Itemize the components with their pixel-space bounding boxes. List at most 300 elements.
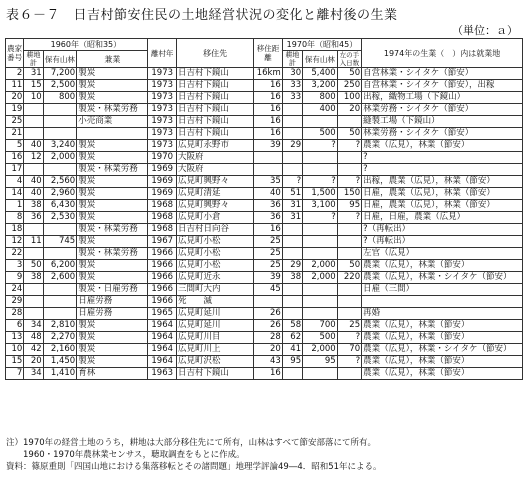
cell-farmland-1960: 40 [24,140,43,152]
table-row [6,200,523,212]
cell-farm-no: 14 [6,188,24,200]
cell-farmland-1970: 33 [282,92,302,104]
footnotes [6,437,526,473]
cell-care-days [337,224,361,236]
cell-forest-1970 [303,236,338,248]
cell-distance: 28 [254,332,282,344]
cell-forest-1970 [303,164,338,176]
cell-destination: 広見町川目 [176,332,253,344]
cell-occupation-1974: 農業（広見），林業（節安） [362,320,523,332]
table-row [6,116,523,128]
cell-side-job: 小売商業 [77,116,148,128]
cell-forest-1970: 400 [303,104,338,116]
cell-distance: 25 [254,236,282,248]
cell-destination: 日吉村下鏡山 [176,116,253,128]
cell-farmland-1970: 29 [282,260,302,272]
cell-destination: 日吉村下鏡山 [176,128,253,140]
cell-forest-1960 [43,128,77,140]
cell-farmland-1960: 31 [24,68,43,80]
cell-distance: 16 [254,104,282,116]
cell-distance: 39 [254,140,282,152]
cell-care-days [337,164,361,176]
cell-destination: 広見町興野々 [176,176,253,188]
cell-destination: 広見町川上 [176,344,253,356]
cell-destination: 広見町永野市 [176,140,253,152]
cell-farmland-1970: 62 [282,332,302,344]
cell-care-days: ? [337,140,361,152]
cell-farm-no: 4 [6,176,24,188]
cell-farmland-1970 [282,248,302,260]
cell-forest-1960: 2,160 [43,344,77,356]
cell-farmland-1960 [24,308,43,320]
table-row [6,260,523,272]
cell-farm-no: 6 [6,320,24,332]
header-1970-care-days: 左の手入日数 [337,51,361,68]
cell-side-job: 製炭・林業労務 [77,248,148,260]
cell-forest-1960: 2,960 [43,188,77,200]
table-row [6,188,523,200]
cell-destination: 広見町小松 [176,236,253,248]
cell-leave-year: 1964 [148,356,176,368]
cell-farmland-1960 [24,128,43,140]
cell-farm-no: 24 [6,284,24,296]
cell-destination: 三間町大内 [176,284,253,296]
cell-farmland-1960: 38 [24,200,43,212]
cell-farm-no: 3 [6,260,24,272]
cell-farm-no: 5 [6,140,24,152]
cell-forest-1960: 2,560 [43,176,77,188]
cell-leave-year: 1973 [148,80,176,92]
cell-farm-no: 2 [6,68,24,80]
cell-farmland-1970: 29 [282,140,302,152]
cell-leave-year: 1973 [148,92,176,104]
table-row [6,152,523,164]
cell-care-days: 150 [337,188,361,200]
cell-distance: 36 [254,200,282,212]
header-1970-farmland: 耕地計 [282,51,302,68]
cell-leave-year: 1966 [148,296,176,308]
cell-farmland-1960 [24,164,43,176]
cell-occupation-1974: 農業（広見），林業（節安） [362,368,523,380]
cell-care-days: 20 [337,104,361,116]
cell-care-days [337,368,361,380]
cell-destination: 広見町小倉 [176,212,253,224]
cell-farmland-1960: 38 [24,272,43,284]
cell-distance: 45 [254,284,282,296]
cell-distance: 39 [254,272,282,284]
cell-leave-year: 1966 [148,272,176,284]
table-row [6,236,523,248]
cell-leave-year: 1968 [148,212,176,224]
cell-farmland-1970: 51 [282,188,302,200]
table-row [6,308,523,320]
note-line: 1960・1970年農林業センサス，聴取調査をもとに作成。 [6,450,245,460]
cell-forest-1970 [303,152,338,164]
cell-farm-no: 29 [6,296,24,308]
cell-farm-no: 19 [6,104,24,116]
header-farm-no: 農家番号 [6,39,24,68]
cell-forest-1960: 6,430 [43,200,77,212]
table-row [6,332,523,344]
cell-forest-1970 [303,308,338,320]
cell-forest-1970: 95 [303,356,338,368]
table-row [6,212,523,224]
cell-farmland-1960: 20 [24,356,43,368]
cell-distance: 43 [254,356,282,368]
cell-farmland-1970 [282,236,302,248]
header-1970: 1970年（昭和45） [282,39,361,51]
cell-farmland-1960: 34 [24,320,43,332]
cell-occupation-1974: 林業労務・シイタケ（節安） [362,128,523,140]
cell-side-job: 製炭・林業労務 [77,224,148,236]
cell-distance: 16 [254,368,282,380]
cell-farmland-1970 [282,296,302,308]
cell-destination: 広見町興野々 [176,200,253,212]
cell-side-job: 製炭 [77,344,148,356]
cell-distance: 16 [254,92,282,104]
cell-care-days: 25 [337,320,361,332]
cell-forest-1970: 2,000 [303,260,338,272]
cell-distance [254,296,282,308]
table-row [6,284,523,296]
cell-distance: 20 [254,344,282,356]
cell-forest-1960: 6,200 [43,260,77,272]
cell-destination: 日吉村日向谷 [176,224,253,236]
cell-forest-1960: 1,450 [43,356,77,368]
cell-leave-year: 1966 [148,260,176,272]
table-row [6,272,523,284]
cell-farm-no: 22 [6,248,24,260]
cell-care-days: 50 [337,68,361,80]
cell-forest-1970: ? [303,212,338,224]
cell-side-job: 製炭 [77,80,148,92]
cell-destination: 広見町沢松 [176,356,253,368]
cell-side-job: 製炭 [77,260,148,272]
cell-side-job: 製炭 [77,140,148,152]
cell-side-job: 製炭 [77,68,148,80]
cell-farmland-1960: 11 [24,236,43,248]
cell-forest-1960: 2,270 [43,332,77,344]
cell-forest-1970: 1,500 [303,188,338,200]
cell-farm-no: 18 [6,224,24,236]
cell-forest-1960: 2,810 [43,320,77,332]
cell-destination: 広見町小松 [176,248,253,260]
cell-distance: 16 [254,80,282,92]
cell-distance: 16km [254,68,282,80]
cell-farmland-1960: 42 [24,344,43,356]
cell-farmland-1970 [282,224,302,236]
cell-distance: 16 [254,116,282,128]
cell-side-job: 製炭 [77,356,148,368]
cell-side-job: 製炭・林業労務 [77,164,148,176]
cell-destination: 日吉村下鏡山 [176,104,253,116]
cell-destination: 広見町延川 [176,320,253,332]
cell-forest-1970: ? [303,140,338,152]
cell-occupation-1974: 左官（広見） [362,248,523,260]
cell-care-days [337,248,361,260]
cell-care-days: ? [337,212,361,224]
cell-farm-no: 25 [6,116,24,128]
header-1960: 1960年（昭和35） [24,39,148,51]
cell-side-job: 製炭 [77,236,148,248]
cell-occupation-1974: 林業労務・シイタケ（節安） [362,104,523,116]
cell-distance: 25 [254,260,282,272]
cell-care-days: ? [337,332,361,344]
cell-forest-1960 [43,296,77,308]
cell-side-job: 製炭 [77,200,148,212]
cell-farmland-1960: 36 [24,212,43,224]
header-1960-side-job: 兼業 [77,51,148,68]
cell-farm-no: 15 [6,356,24,368]
cell-occupation-1974: ?（再転出） [362,224,523,236]
cell-occupation-1974: 自営林業・シイタケ（節安），出稼 [362,80,523,92]
cell-side-job: 製炭・日雇労務 [77,284,148,296]
data-table [5,38,523,380]
cell-farmland-1970 [282,104,302,116]
cell-side-job: 製炭 [77,272,148,284]
cell-care-days [337,296,361,308]
cell-leave-year: 1964 [148,320,176,332]
cell-occupation-1974: ? [362,152,523,164]
cell-destination: 大阪府 [176,164,253,176]
cell-farmland-1960: 10 [24,92,43,104]
cell-destination: 広見町清延 [176,188,253,200]
table-row [6,92,523,104]
cell-leave-year: 1973 [148,116,176,128]
cell-forest-1960 [43,248,77,260]
cell-farmland-1960: 12 [24,152,43,164]
cell-forest-1970 [303,368,338,380]
cell-occupation-1974: 日雇，日雇，農業（広見） [362,212,523,224]
cell-leave-year: 1969 [148,188,176,200]
cell-distance [254,152,282,164]
cell-forest-1960 [43,308,77,320]
cell-occupation-1974: ? [362,164,523,176]
header-1974-occupation: 1974年の生業（ ）内は就業地 [362,39,523,68]
cell-care-days [337,236,361,248]
cell-farm-no: 11 [6,80,24,92]
table-row [6,128,523,140]
cell-farmland-1960 [24,248,43,260]
cell-care-days: 50 [337,260,361,272]
cell-care-days: ? [337,176,361,188]
cell-forest-1960: 7,200 [43,68,77,80]
cell-forest-1970: 500 [303,128,338,140]
cell-care-days: 70 [337,344,361,356]
cell-forest-1970 [303,116,338,128]
cell-care-days: 50 [337,128,361,140]
cell-forest-1970 [303,248,338,260]
cell-farmland-1960: 34 [24,368,43,380]
cell-forest-1970 [303,224,338,236]
cell-occupation-1974: 日雇，農業（広見），林業（節安） [362,188,523,200]
cell-occupation-1974: 農業（広見），林業（節安） [362,356,523,368]
table-row [6,104,523,116]
cell-occupation-1974: 農業（広見），林業（節安） [362,260,523,272]
cell-occupation-1974: 出稼，織物工場（下鏡山） [362,92,523,104]
cell-forest-1960: 2,600 [43,272,77,284]
cell-farmland-1960 [24,296,43,308]
cell-farmland-1970: 33 [282,80,302,92]
cell-side-job: 製炭 [77,92,148,104]
cell-forest-1960: 2,000 [43,152,77,164]
header-leave-year: 離村年 [148,39,176,68]
cell-leave-year: 1973 [148,140,176,152]
cell-farm-no: 17 [6,164,24,176]
cell-occupation-1974: ?（再転出） [362,236,523,248]
cell-farmland-1970: 38 [282,272,302,284]
cell-farm-no: 13 [6,332,24,344]
cell-distance: 40 [254,188,282,200]
cell-farmland-1960 [24,104,43,116]
cell-leave-year: 1969 [148,176,176,188]
cell-leave-year: 1964 [148,344,176,356]
cell-leave-year: 1963 [148,368,176,380]
cell-forest-1960 [43,116,77,128]
cell-farmland-1970: 31 [282,212,302,224]
cell-leave-year: 1964 [148,332,176,344]
cell-occupation-1974: 農業（広見），林業（節安） [362,332,523,344]
cell-leave-year: 1967 [148,236,176,248]
cell-distance: 16 [254,224,282,236]
table-row [6,296,523,308]
cell-forest-1970 [303,284,338,296]
cell-forest-1960: 2,500 [43,80,77,92]
note-line: 注）1970年の経営土地のうち，耕地は大部分移住先にて所有，山林はすべて節安部落にて所有。 [6,438,376,448]
cell-farmland-1970 [282,164,302,176]
cell-farmland-1960: 15 [24,80,43,92]
table-row [6,176,523,188]
table-row [6,164,523,176]
table-title: 表６－７ 日吉村節安住民の土地経営状況の変化と離村後の生業 [6,8,398,23]
table-row [6,248,523,260]
cell-farmland-1970 [282,152,302,164]
cell-leave-year: 1973 [148,104,176,116]
cell-occupation-1974: 農業（広見），林業（節安） [362,140,523,152]
cell-forest-1970: ? [303,176,338,188]
header-distance: 移住距離 [254,39,282,68]
cell-farmland-1960 [24,116,43,128]
cell-farmland-1970 [282,308,302,320]
cell-side-job: 製炭・林業労務 [77,104,148,116]
cell-forest-1970: 700 [303,320,338,332]
cell-leave-year: 1970 [148,152,176,164]
cell-farmland-1960: 40 [24,188,43,200]
cell-destination: 広見町近永 [176,272,253,284]
cell-side-job: 日雇労務 [77,296,148,308]
cell-farmland-1970 [282,116,302,128]
cell-forest-1970: 500 [303,332,338,344]
cell-destination: 死 滅 [176,296,253,308]
cell-side-job: 日雇労務 [77,308,148,320]
cell-forest-1960: 1,410 [43,368,77,380]
cell-side-job: 製炭 [77,332,148,344]
cell-forest-1960 [43,224,77,236]
cell-farm-no: 21 [6,128,24,140]
cell-leave-year: 1965 [148,308,176,320]
cell-forest-1960 [43,104,77,116]
cell-distance: 35 [254,176,282,188]
cell-destination: 日吉村下鏡山 [176,368,253,380]
cell-forest-1960 [43,164,77,176]
cell-forest-1960 [43,284,77,296]
table-row [6,80,523,92]
unit-label: （単位：ａ） [452,24,518,37]
cell-distance: 25 [254,248,282,260]
cell-care-days [337,116,361,128]
cell-care-days: 220 [337,272,361,284]
cell-farmland-1970: 95 [282,356,302,368]
cell-care-days [337,284,361,296]
cell-distance [254,164,282,176]
cell-forest-1970: 2,000 [303,344,338,356]
cell-destination: 広見町小松 [176,260,253,272]
cell-destination: 日吉村下鏡山 [176,92,253,104]
cell-side-job: 製炭 [77,188,148,200]
cell-forest-1970: 2,000 [303,272,338,284]
cell-distance: 16 [254,128,282,140]
cell-farmland-1970: ? [282,176,302,188]
cell-farmland-1960: 50 [24,260,43,272]
cell-farm-no: 9 [6,272,24,284]
header-1960-farmland: 耕地計 [24,51,43,68]
cell-farmland-1970 [282,128,302,140]
cell-farmland-1970: 58 [282,320,302,332]
cell-care-days [337,308,361,320]
note-line: 資料：篠原重則「四国山地における集落移転とその諸問題」地理学評論49―4．昭和51年による。 [6,462,382,472]
cell-farm-no: 16 [6,152,24,164]
cell-farm-no: 12 [6,236,24,248]
cell-distance: 36 [254,212,282,224]
cell-occupation-1974: 再婚 [362,308,523,320]
cell-side-job: 製炭 [77,176,148,188]
cell-leave-year: 1973 [148,68,176,80]
cell-forest-1970: 5,400 [303,68,338,80]
cell-occupation-1974 [362,296,523,308]
cell-farmland-1970: 30 [282,68,302,80]
cell-leave-year: 1969 [148,164,176,176]
cell-occupation-1974: 自営林業・シイタケ（節安） [362,68,523,80]
cell-side-job: 育林 [77,368,148,380]
cell-farmland-1970: 41 [282,344,302,356]
cell-farmland-1970 [282,368,302,380]
cell-occupation-1974: 縫製工場（下鏡山） [362,116,523,128]
cell-forest-1960: 3,240 [43,140,77,152]
table-row [6,68,523,80]
cell-destination: 日吉村下鏡山 [176,68,253,80]
cell-occupation-1974: 日雇（三間） [362,284,523,296]
cell-farm-no: 28 [6,308,24,320]
cell-leave-year: 1968 [148,224,176,236]
cell-forest-1960: 745 [43,236,77,248]
cell-occupation-1974: 出稼，農業（広見），林業（節安） [362,176,523,188]
header-destination: 移住先 [176,39,253,68]
cell-forest-1960: 800 [43,92,77,104]
cell-side-job [77,128,148,140]
cell-leave-year: 1966 [148,284,176,296]
cell-forest-1960: 2,530 [43,212,77,224]
cell-occupation-1974: 農業（広見），林業・シイタケ（節安） [362,344,523,356]
table-row [6,368,523,380]
cell-leave-year: 1966 [148,248,176,260]
table-row [6,224,523,236]
cell-care-days: 100 [337,92,361,104]
cell-occupation-1974: 日雇，農業（広見），林業（節安） [362,200,523,212]
cell-leave-year: 1973 [148,128,176,140]
cell-occupation-1974: 農業（広見），林業・シイタケ（節安） [362,272,523,284]
table-row [6,140,523,152]
cell-farmland-1960: 40 [24,176,43,188]
